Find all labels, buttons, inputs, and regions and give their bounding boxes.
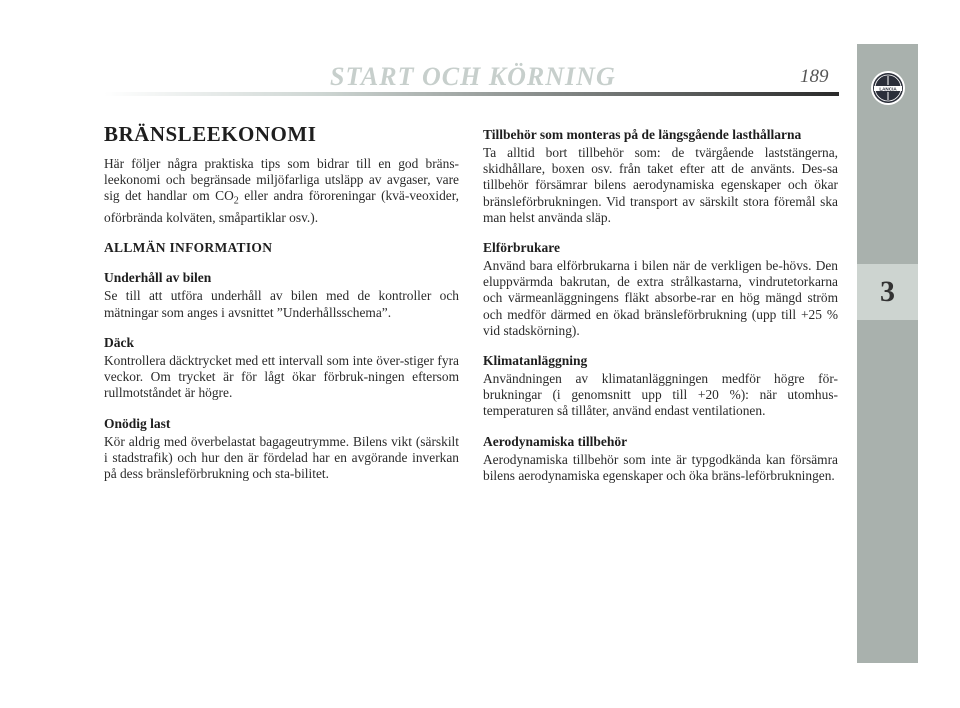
subsection-heading: Elförbrukare	[483, 240, 560, 256]
page-header-title: START OCH KÖRNING	[330, 62, 616, 91]
brand-logo-icon	[870, 70, 906, 106]
subsection-heading: Aerodynamiska tillbehör	[483, 433, 628, 449]
subsection-heading: Däck	[104, 334, 134, 350]
subsection-text: Ta alltid bort tillbehör som: de tvärgående laststängerna, skidhållare, boxen osv. från taket efter att de använts. Des-sa tillbehör försämrar bilens aerodynamiska egenskaper och ökar bränsleförbrukningen. Vid transport av särskilt stora föremål ska man helst använda släp.	[483, 145, 838, 225]
subsection-text: Kör aldrig med överbelastat bagageutrymme. Bilens vikt (särskilt i stadstrafik) och hur den är fördelad har en avgörande inverkan på dess bränsleförbrukning och sta-bilitet.	[104, 433, 459, 481]
section-subtitle: ALLMÄN INFORMATION	[104, 240, 273, 256]
subsection-text: Användningen av klimatanläggningen medför högre för-brukningar (i genomsnitt upp till +20 %): när utomhus-temperaturen så tillåter, använd endast ventilationen.	[483, 371, 838, 419]
page-number: 189	[800, 66, 829, 87]
subsection-heading: Tillbehör som monteras på de längsgående lasthållarna	[483, 127, 802, 142]
subsection-heading: Underhåll av bilen	[104, 270, 212, 286]
subsection-text: Se till att utföra underhåll av bilen med de kontroller och mätningar som anges i avsnittet ”Underhållsschema”.	[104, 288, 459, 320]
subsection-heading: Onödig last	[104, 415, 171, 431]
subsection-text: Kontrollera däcktrycket med ett intervall som inte över-stiger fyra veckor. Om trycket är för lågt ökar förbruk-ningen eftersom rullmotståndet är högre.	[104, 352, 459, 401]
intro-paragraph: Här följer några praktiska tips som bidrar till en god bräns-leekonomi och begränsade miljöfarliga utsläpp av avgaser, vare sig det handlar om $CO_2$ eller andra föroreningar (kvä-veoxider, oförbrända kolväten, småpartiklar osv.).	[104, 156, 459, 226]
header-rule	[104, 92, 839, 96]
subsection-heading: Klimatanläggning	[483, 353, 588, 369]
subsection-text: Aerodynamiska tillbehör som inte är typgodkända kan försämra bilens aerodynamiska egenskaper och öka bräns-leförbrukningen.	[483, 451, 838, 483]
right-column	[483, 127, 838, 498]
left-column	[104, 122, 459, 496]
chapter-number: 3	[857, 264, 918, 320]
svg-text:LANCIA: LANCIA	[879, 86, 897, 92]
section-title: BRÄNSLEEKONOMI	[104, 122, 317, 146]
chapter-sidebar	[857, 44, 918, 663]
subsection-text: Använd bara elförbrukarna i bilen när de verkligen be-hövs. Den eluppvärmda bakrutan, de extra strålkastarna, vindrutetorkarna och värmeanläggningens fläkt absorbe-rar en hög mängd ström och medför därmed en ökad bränsleförbrukning (upp till +25 % vid stadskörning).	[483, 258, 838, 338]
